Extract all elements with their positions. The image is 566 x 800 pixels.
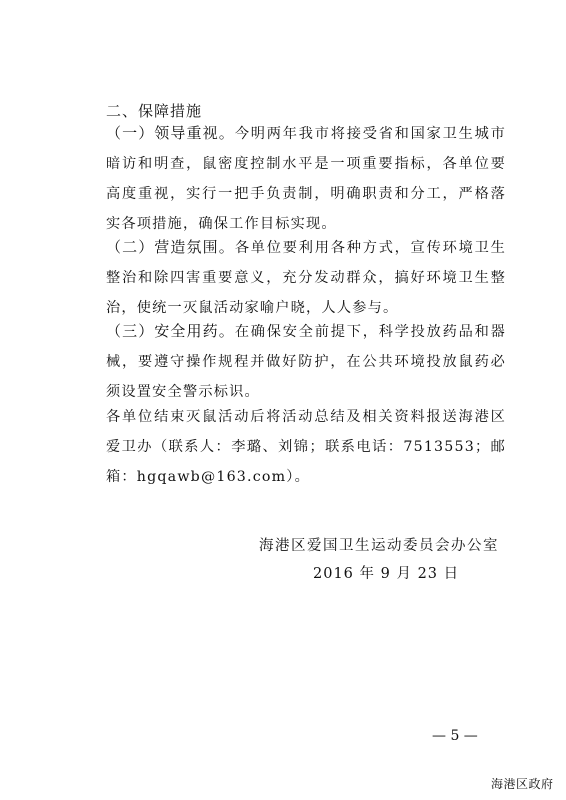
measure-text-3: 在确保安全前提下，科学投放药品和器械，要遵守操作规程并做好防护，在公共环境投放鼠药必须设置安全警示标识。 [106,324,506,400]
watermark-logo: 海港区政府 [491,777,554,791]
closing-paragraph: 各单位结束灭鼠活动后将活动总结及相关资料报送海港区爱卫办（联系人：李璐、刘锦；联系电话：7513553；邮箱：hgqawb@163.com）。 [106,409,506,485]
measure-label-1: （一）领导重视。 [106,124,235,142]
signature-date: 2016 年 9 月 23 日 [313,566,460,582]
measure-label-2: （二）营造氛围。 [106,238,235,256]
measure-label-3: （三）安全用药。 [106,322,235,340]
measure-text-1: 今明两年我市将接受省和国家卫生城市暗访和明查，鼠密度控制水平是一项重要指标，各单位要高度重视，实行一把手负责制，明确职责和分工，严格落实各项措施，确保工作目标实现。 [106,126,506,232]
measure-paragraph-2 [106,232,506,323]
measure-text-2: 各单位要利用各种方式，宣传环境卫生整治和除四害重要意义，充分发动群众，搞好环境卫生整治，使统一灭鼠活动家喻户晓，人人参与。 [106,240,506,316]
measure-paragraph-1 [106,118,506,239]
page-number: — 5 — [432,728,478,744]
section-heading: 二、保障措施 [106,102,203,120]
signature-organization: 海港区爱国卫生运动委员会办公室 [259,538,499,554]
measure-paragraph-3 [106,316,506,407]
